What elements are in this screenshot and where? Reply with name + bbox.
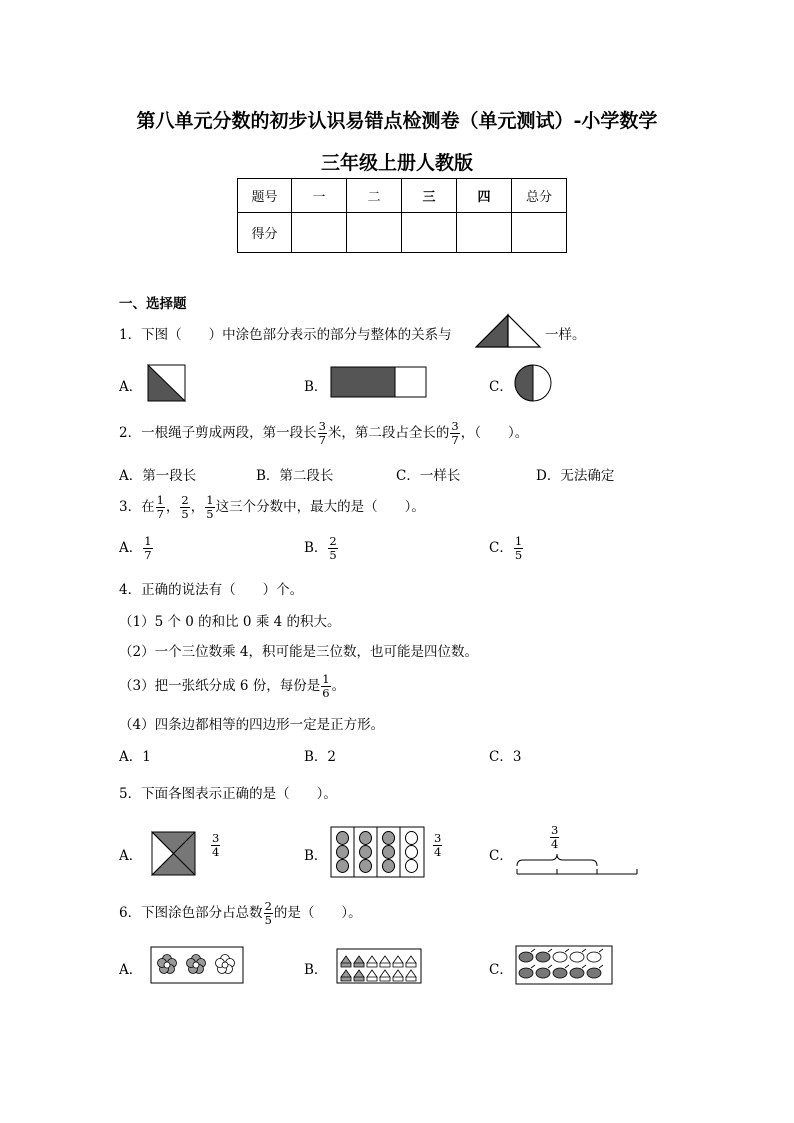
q3-option-c[interactable]	[489, 535, 524, 562]
denominator: 7	[451, 433, 459, 448]
q3-fraction-2	[180, 494, 189, 521]
denominator: 5	[206, 507, 214, 522]
score-header: 四	[457, 179, 512, 213]
section-heading: 一、选择题	[119, 296, 187, 312]
q1-stem: 1．下图（ ）中涂色部分表示的部分与整体的关系与	[119, 327, 452, 343]
q3-stem	[119, 494, 425, 521]
score-value-row	[238, 213, 567, 253]
denominator: 6	[322, 686, 330, 701]
numerator: 1	[206, 493, 214, 507]
option-label: C．	[489, 540, 513, 557]
score-header-row	[238, 179, 567, 213]
q2-option-a[interactable]: A．第一段长	[119, 468, 197, 484]
numerator: 2	[329, 534, 337, 548]
q3-comma: ，	[190, 499, 205, 516]
page-title: 第八单元分数的初步认识易错点检测卷（单元测试）-小学数学	[136, 110, 658, 132]
q5-option-c-figure	[515, 852, 640, 878]
numerator: 2	[181, 493, 189, 507]
numerator: 3	[434, 831, 442, 845]
denominator: 7	[156, 507, 164, 522]
q1-option-b-figure	[330, 366, 427, 398]
q6-stem	[119, 900, 362, 927]
q1-option-b-label[interactable]: B．	[304, 379, 328, 395]
score-header: 总分	[512, 179, 567, 213]
numerator: 1	[144, 534, 152, 548]
q6-option-c-figure	[515, 945, 613, 985]
numerator: 1	[514, 534, 523, 548]
score-cell[interactable]	[402, 213, 457, 253]
q4-option-c[interactable]: C．3	[489, 749, 522, 765]
q5-option-c-label[interactable]: C．	[489, 848, 513, 864]
q2-fraction-1	[318, 420, 327, 447]
q1-reference-triangle	[474, 313, 542, 349]
q3-option-a-fraction	[143, 535, 152, 562]
q3-comma: ，	[165, 499, 180, 516]
q5-option-a-fraction	[210, 832, 221, 859]
denominator: 7	[144, 548, 152, 563]
q5-option-b-figure	[330, 826, 425, 878]
denominator: 5	[264, 913, 272, 928]
q2-stem	[119, 420, 528, 447]
q1-stem-end: 一样。	[545, 327, 586, 343]
q5-stem: 5．下面各图表示正确的是（ ）。	[119, 786, 337, 802]
q2-option-d[interactable]: D．无法确定	[536, 468, 615, 484]
q5-option-b-fraction	[432, 832, 443, 859]
q3-text-1: 3．在	[119, 499, 155, 516]
score-cell[interactable]	[512, 213, 567, 253]
numerator: 1	[322, 672, 330, 686]
q5-option-b-label[interactable]: B．	[304, 848, 328, 864]
q6-text-2: 的是（ ）。	[273, 905, 362, 922]
q2-option-c[interactable]: C．一样长	[396, 468, 461, 484]
q4-statement-3-fraction	[321, 673, 330, 700]
q6-fraction	[264, 900, 273, 927]
score-header: 三	[402, 179, 457, 213]
denominator: 4	[212, 845, 220, 860]
denominator: 5	[329, 548, 337, 563]
q3-text-2: 这三个分数中，最大的是（ ）。	[215, 499, 425, 516]
q6-option-a-figure	[150, 946, 244, 984]
q4-statement-2: （2）一个三位数乘 4，积可能是三位数，也可能是四位数。	[119, 644, 478, 660]
q3-option-a[interactable]	[119, 535, 154, 562]
score-table	[237, 178, 567, 253]
q4-statement-4: （4）四条边都相等的四边形一定是正方形。	[119, 717, 385, 733]
q6-option-b-label[interactable]: B．	[304, 962, 328, 978]
denominator: 4	[434, 845, 442, 860]
option-label: A．	[119, 540, 143, 557]
q2-text-2: 米，第二段占全长的	[327, 425, 450, 442]
q2-option-b[interactable]: B．第二段长	[256, 468, 334, 484]
q6-text-1: 6．下图涂色部分占总数	[119, 905, 263, 922]
q6-option-c-label[interactable]: C．	[489, 962, 513, 978]
q3-fraction-1	[156, 494, 165, 521]
numerator: 3	[551, 823, 559, 837]
q4-option-a[interactable]: A．1	[119, 749, 151, 765]
q2-fraction-2	[450, 420, 459, 447]
q3-option-b[interactable]	[304, 535, 339, 562]
q6-option-a-label[interactable]: A．	[119, 962, 143, 978]
q2-text-1: 2．一根绳子剪成两段，第一段长	[119, 425, 317, 442]
q4-statement-3	[119, 673, 345, 700]
q4-statement-3-text: （3）把一张纸分成 6 份，每份是	[119, 678, 321, 695]
q2-text-3: ，（ ）。	[460, 425, 529, 442]
q1-option-c-figure	[513, 363, 553, 403]
score-header: 题号	[238, 179, 292, 213]
score-row-label: 得分	[238, 213, 292, 253]
q4-stem: 4．正确的说法有（ ）个。	[119, 582, 304, 598]
numerator: 2	[264, 899, 272, 913]
q1-option-a-label[interactable]: A．	[119, 379, 143, 395]
q4-statement-3-end: 。	[331, 678, 346, 695]
denominator: 5	[181, 507, 189, 522]
q5-option-a-label[interactable]: A．	[119, 848, 143, 864]
q4-statement-1: （1）5 个 0 的和比 0 乘 4 的积大。	[119, 614, 341, 630]
q6-option-b-figure	[336, 948, 422, 984]
score-cell[interactable]	[457, 213, 512, 253]
numerator: 3	[212, 831, 220, 845]
q1-option-c-label[interactable]: C．	[489, 379, 513, 395]
numerator: 3	[451, 419, 459, 433]
q1-option-a-figure	[147, 364, 187, 402]
q3-option-b-fraction	[328, 535, 337, 562]
q3-option-c-fraction	[514, 535, 523, 562]
q3-fraction-3	[205, 494, 214, 521]
score-header: 一	[292, 179, 347, 213]
denominator: 7	[318, 433, 326, 448]
option-label: B．	[304, 540, 328, 557]
q5-option-c-fraction	[549, 824, 560, 851]
denominator: 5	[514, 548, 523, 563]
numerator: 1	[156, 493, 164, 507]
page-subtitle: 三年级上册人教版	[320, 152, 473, 174]
score-cell[interactable]	[292, 213, 347, 253]
numerator: 3	[318, 419, 326, 433]
denominator: 4	[551, 837, 559, 852]
q5-option-a-figure	[151, 831, 197, 877]
q4-option-b[interactable]: B．2	[304, 749, 337, 765]
score-header: 二	[347, 179, 402, 213]
score-cell[interactable]	[347, 213, 402, 253]
